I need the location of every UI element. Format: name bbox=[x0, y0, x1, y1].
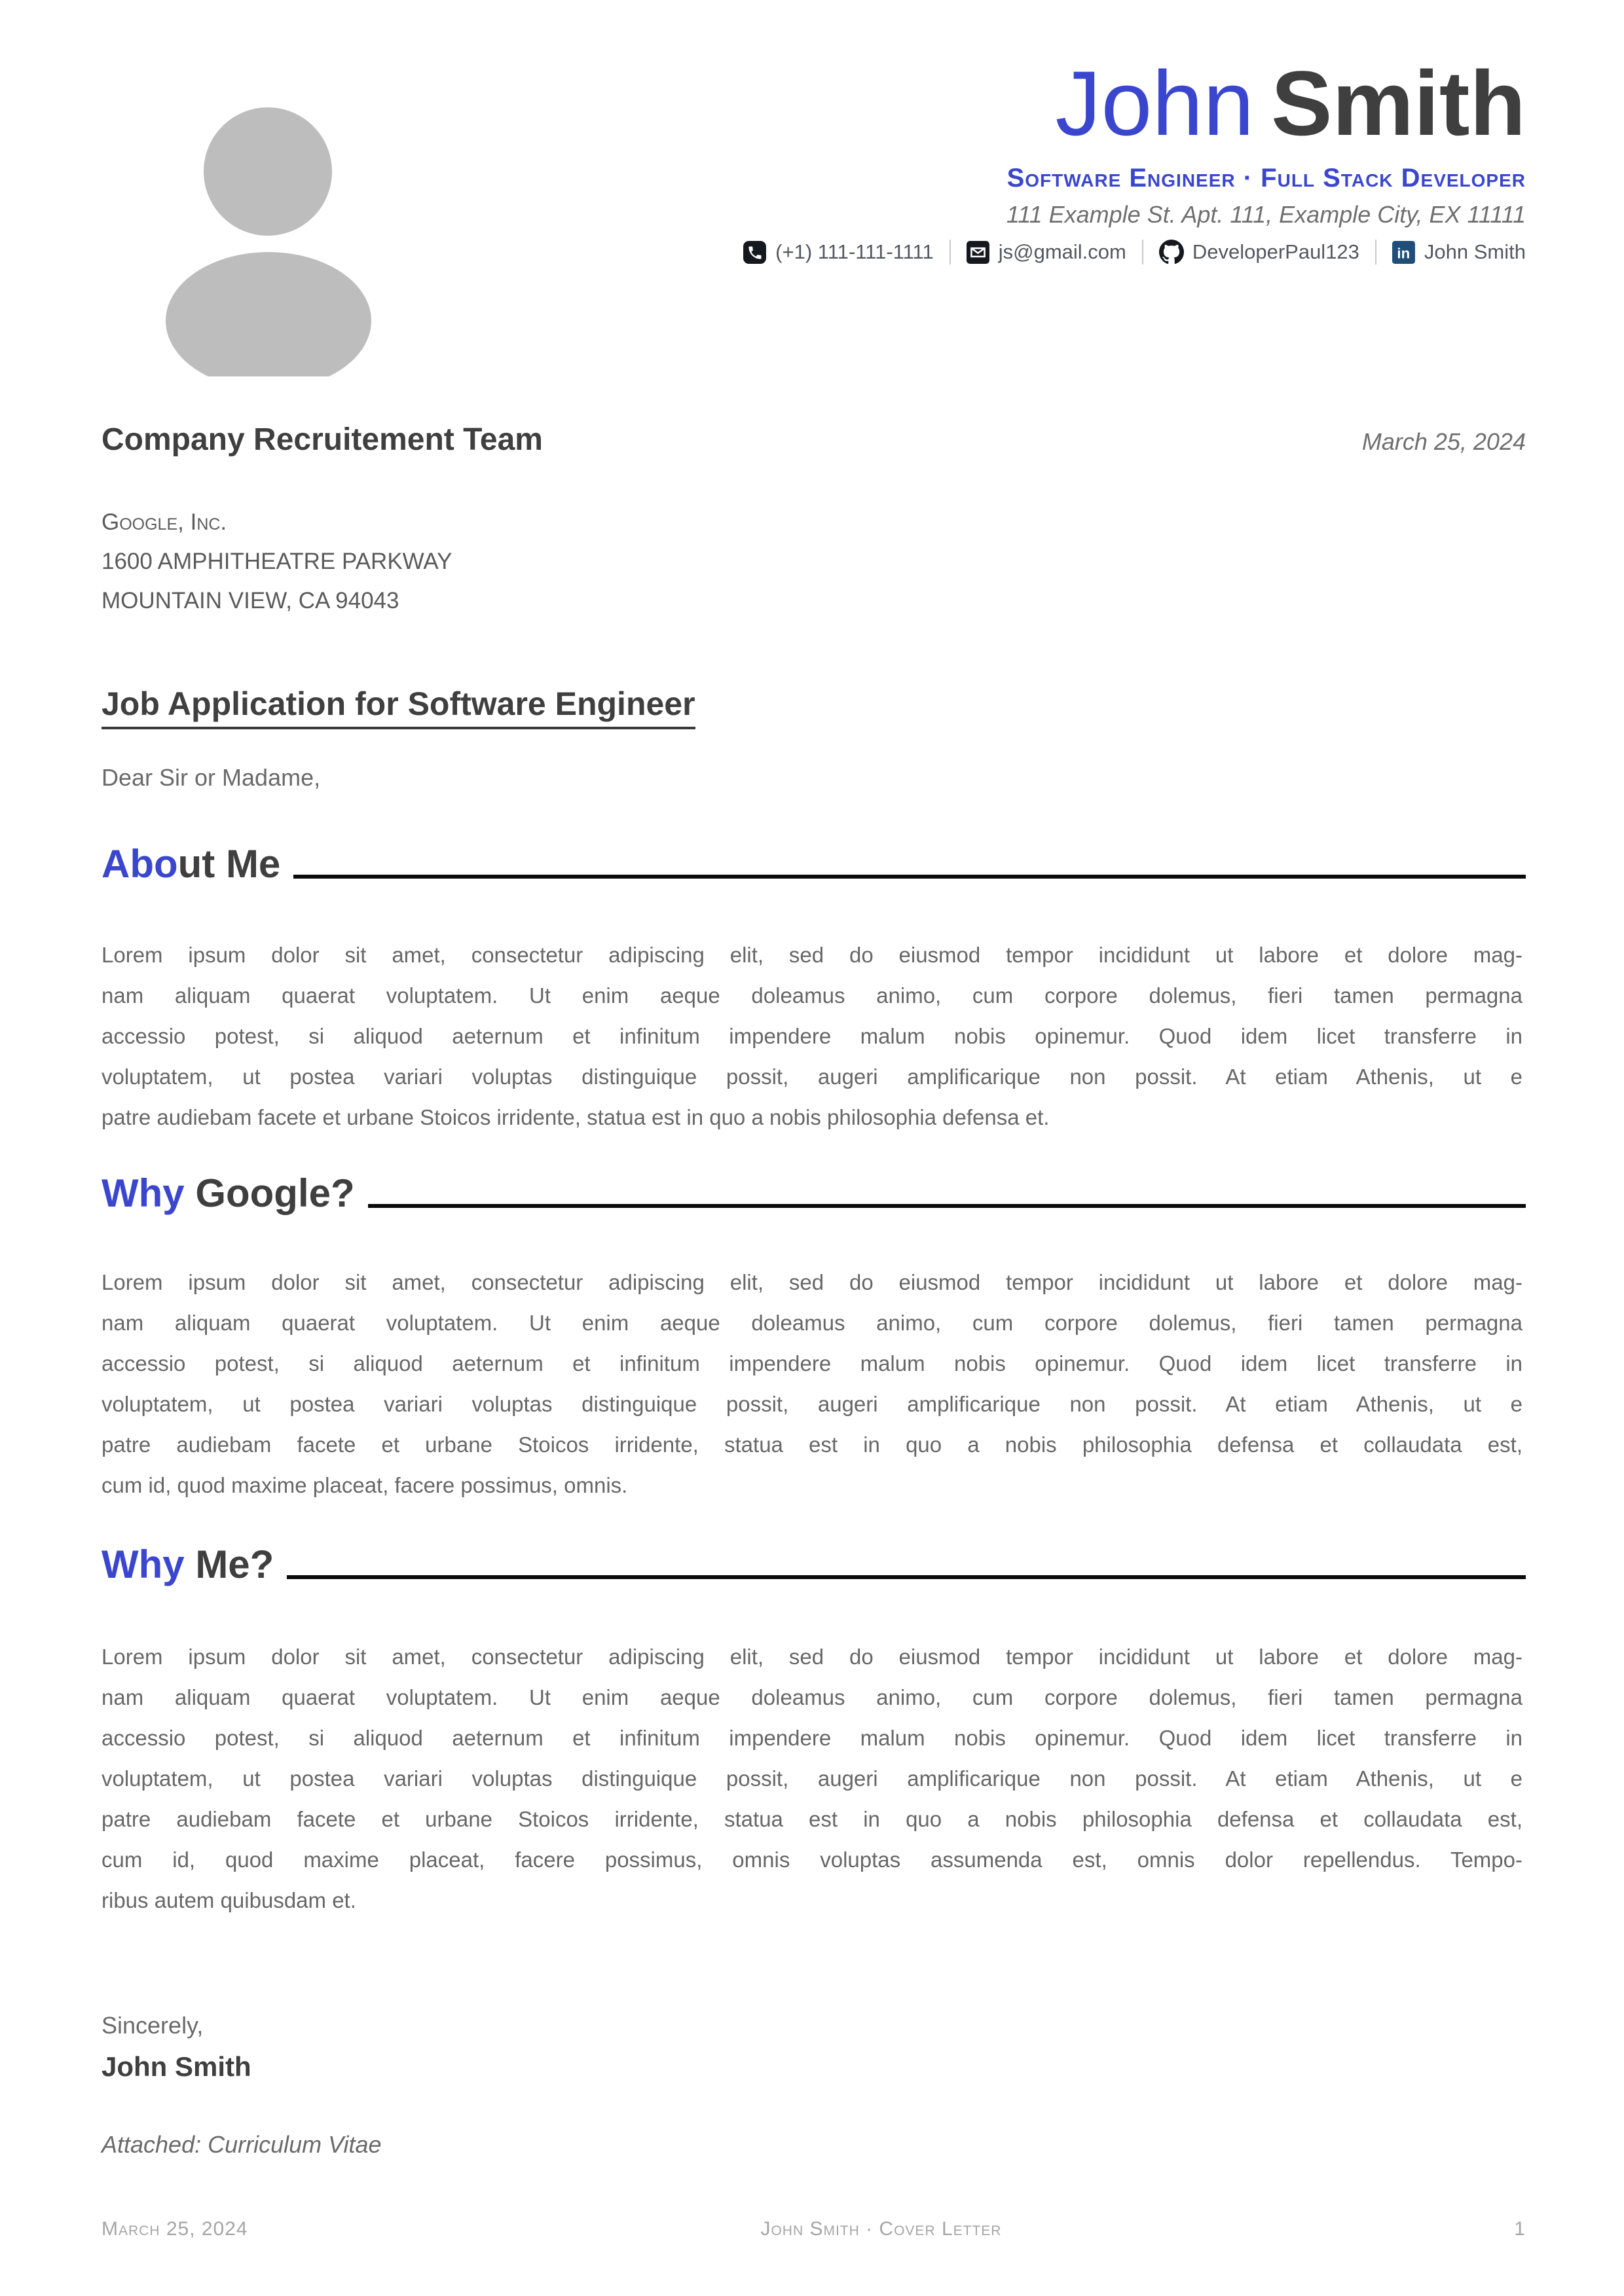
contact-item-linkedin[interactable] bbox=[1392, 240, 1526, 264]
email-icon bbox=[967, 240, 990, 264]
subject-title: Job Application for Software Engineer bbox=[101, 685, 695, 729]
footer-doc-title: John Smith · Cover Letter bbox=[760, 2218, 1002, 2240]
phone-number: (+1) 111-111-1111 bbox=[775, 240, 934, 263]
linkedin-icon bbox=[1392, 240, 1416, 264]
linkedin-name: John Smith bbox=[1424, 240, 1526, 263]
section-title-highlight: Why bbox=[101, 1171, 185, 1215]
closing-block bbox=[101, 2011, 251, 2083]
section-paragraph-about-me: Lorem ipsum dolor sit amet, consectetur adipiscing elit, sed do eiusmod tempor incididunt ut labore et dolore mag- nam aliquam quaerat voluptatem. Ut enim aeque doleamus animo, cum corpore dolemus, fieri tamen permagna accessio potest, si aliquod aeternum et infinitum impendere malum nobis opinemur. Quod idem licet transferre in voluptatem, ut postea variari voluptas distinguique possit, augeri amplificarique non possit. At etiam Athenis, ut e patre audiebam facete et urbane Stoicos irridente, statua est in quo a nobis philosophia defensa et. bbox=[101, 943, 1522, 1129]
section-paragraph-why-google: Lorem ipsum dolor sit amet, consectetur adipiscing elit, sed do eiusmod tempor incididunt ut labore et dolore mag- nam aliquam quaerat voluptatem. Ut enim aeque doleamus animo, cum corpore dolemus, fieri tamen permagna accessio potest, si aliquod aeternum et infinitum impendere malum nobis opinemur. Quod idem licet transferre in voluptatem, ut postea variari voluptas distinguique possit, augeri amplificarique non possit. At etiam Athenis, ut e patre audiebam facete et urbane Stoicos irridente, statua est in quo a nobis philosophia defensa et collaudata est, cum id, quod maxime placeat, facere possimus, omnis. bbox=[101, 1270, 1522, 1497]
phone-icon bbox=[743, 240, 767, 264]
company-address-block bbox=[101, 503, 452, 621]
signature-name: John Smith bbox=[101, 2051, 251, 2082]
header bbox=[743, 52, 1526, 264]
company-address-line1: 1600 AMPHITHEATRE PARKWAY bbox=[101, 549, 452, 574]
contact-item-github[interactable] bbox=[1159, 240, 1359, 264]
divider bbox=[950, 240, 951, 264]
section-rule bbox=[287, 1575, 1526, 1579]
avatar-person-icon bbox=[164, 105, 373, 376]
letter-date: March 25, 2024 bbox=[1361, 428, 1526, 455]
divider bbox=[1142, 240, 1143, 264]
email-address: js@gmail.com bbox=[998, 240, 1126, 263]
footer-page-number: 1 bbox=[1514, 2218, 1526, 2240]
first-name: John bbox=[1055, 52, 1255, 155]
section-title-why-me bbox=[101, 1542, 1526, 1586]
section-paragraph-why-me: Lorem ipsum dolor sit amet, consectetur adipiscing elit, sed do eiusmod tempor incididunt ut labore et dolore mag- nam aliquam quaerat voluptatem. Ut enim aeque doleamus animo, cum corpore dolemus, fieri tamen permagna accessio potest, si aliquod aeternum et infinitum impendere malum nobis opinemur. Quod idem licet transferre in voluptatem, ut postea variari voluptas distinguique possit, augeri amplificarique non possit. At etiam Athenis, ut e patre audiebam facete et urbane Stoicos irridente, statua est in quo a nobis philosophia defensa et collaudata est, cum id, quod maxime placeat, facere possimus, omnis voluptas assumenda est, omnis dolor repellendus. Tempo- ribus autem quibusdam et. bbox=[101, 1645, 1522, 1912]
section-title-why-google bbox=[101, 1171, 1526, 1215]
github-username: DeveloperPaul123 bbox=[1192, 240, 1359, 263]
footer-date: March 25, 2024 bbox=[101, 2218, 248, 2240]
section-title-rest: Google? bbox=[184, 1171, 355, 1215]
section-title-highlight: Why bbox=[101, 1542, 185, 1586]
divider bbox=[1375, 240, 1376, 264]
section-title-rest: ut Me bbox=[177, 842, 281, 886]
recipient-name: Company Recruitement Team bbox=[101, 422, 543, 457]
tagline: Software Engineer · Full Stack Developer bbox=[1006, 164, 1526, 192]
section-title-highlight: Abo bbox=[101, 842, 178, 886]
page-footer bbox=[101, 2218, 1526, 2240]
section-title-about-me bbox=[101, 842, 1526, 886]
section-rule bbox=[368, 1204, 1526, 1208]
header-address: 111 Example St. Apt. 111, Example City, EX 11111 bbox=[1006, 201, 1526, 228]
contact-item-phone[interactable] bbox=[743, 240, 934, 264]
github-icon bbox=[1159, 240, 1184, 264]
section-rule bbox=[293, 875, 1526, 879]
last-name: Smith bbox=[1271, 52, 1526, 155]
section-title-rest: Me? bbox=[184, 1542, 274, 1586]
page-title-name bbox=[743, 52, 1526, 155]
contact-bar bbox=[743, 240, 1526, 264]
svg-text:in: in bbox=[1397, 245, 1411, 262]
closing-text: Sincerely, bbox=[101, 2012, 204, 2039]
salutation: Dear Sir or Madame, bbox=[101, 764, 321, 791]
company-name: Google, Inc. bbox=[101, 509, 227, 535]
attachment-note: Attached: Curriculum Vitae bbox=[101, 2131, 382, 2158]
contact-item-email[interactable] bbox=[967, 240, 1126, 264]
recipient-row bbox=[101, 424, 1526, 456]
company-address-line2: MOUNTAIN VIEW, CA 94043 bbox=[101, 588, 399, 613]
